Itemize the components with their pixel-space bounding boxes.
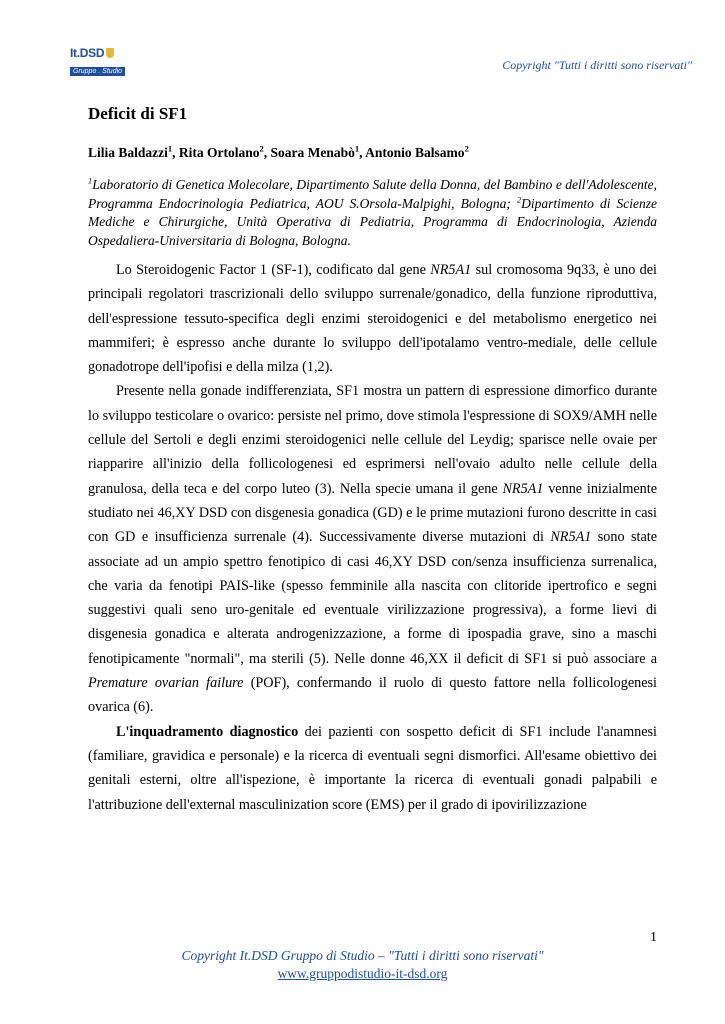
text-run: Presente nella gonade indifferenziata, SF1 mostra un pattern di espressione dimorfico durante lo sviluppo testicolare o ovarico: persiste nel primo, dove stimola l'espressione di SOX9/AMH nelle cellule del Sertoli e degli enzimi steroidogenici nelle cellule del Leydig; sparisce nelle ovaie per riapparire all'inizio della follicologenesi ed esprimersi nell'ovaio adulto nelle cellule della granulosa, della teca e del corpo luteo (3). Nella specie umana il gene: [88, 383, 657, 497]
bold-term: L'inquadramento diagnostico: [116, 723, 299, 740]
author-affiliation-mark: 2: [259, 143, 264, 154]
body-text: [88, 258, 657, 817]
affiliation-mark: 2: [516, 194, 522, 204]
gene-name: NR5A1: [502, 480, 544, 497]
gene-name: NR5A1: [430, 262, 472, 278]
author-name: Rita Ortolano: [178, 145, 260, 160]
header-copyright: Copyright "Tutti i diritti sono riservati": [502, 58, 692, 72]
author-name: Antonio Balsamo: [365, 145, 465, 160]
author-list: Lilia Baldazzi$^1$, Rita Ortolano$^2$, Soara Menabò$^1$, Antonio Balsamo$^2$: [88, 143, 469, 160]
text-run: dei pazienti con sospetto deficit di SF1 include l'anamnesi (familiare, gravidica e personale) e la ricerca di eventuali segni dismorfici. All'esame obiettivo dei genitali esterni, oltre all'ispezione, è importante la ricerca di eventuali gonadi palpabili e l'attribuzione dell'external masculinization score (EMS) per il grado di ipovirilizzazione: [88, 723, 657, 813]
text-run: (POF), confermando il ruolo di questo fattore nella follicologenesi ovarica (6).: [88, 675, 657, 716]
shield-icon: [106, 48, 114, 58]
footer-website-link[interactable]: www.gruppodistudio-it-dsd.org: [277, 966, 448, 981]
footer-copyright: Copyright It.DSD Gruppo di Studio – "Tutti i diritti sono riservati": [181, 948, 544, 963]
author-affiliation-mark: 1: [354, 143, 360, 154]
logo-brand: It.DSD: [70, 46, 105, 60]
text-run: Lo Steroidogenic Factor 1 (SF-1), codificato dal gene: [116, 262, 431, 278]
gene-name: NR5A1: [550, 529, 592, 546]
pof-term: Premature ovarian failure: [88, 675, 244, 692]
affiliations: [88, 176, 657, 250]
author-name: Soara Menabò: [270, 145, 355, 160]
author-name: Lilia Baldazzi: [88, 145, 168, 160]
paragraph-3: [88, 720, 657, 817]
text-run: sul cromosoma 9q33, è uno dei principali regolatori trascrizionali dello sviluppo surrenale/gonadico, della funzione riproduttiva, dell'espressione tessuto-specifica degli enzimi steroidogenici e del metabolismo energetico nei mammiferi; è espresso anche durante lo sviluppo dell'ipotalamo ventro-mediale, delle cellule gonadotrope dell'ipofisi e della milza (1,2).: [88, 262, 657, 376]
paragraph-1: [88, 258, 657, 379]
text-run: venne inizialmente studiato nei 46,XY DSD con disgenesia gonadica (GD) e le prime mutazioni furono descritte in casi con GD e insufficienza surrenale (4). Successivamente diverse mutazioni di: [88, 480, 657, 546]
paragraph-2: [88, 379, 657, 719]
author-affiliation-mark: 1: [167, 143, 173, 154]
affiliation-mark: 1: [88, 175, 93, 186]
document-title: Deficit di SF1: [88, 104, 188, 123]
affiliation-2: Dipartimento di Scienze Mediche e Chirurgiche, Unità Operativa di Pediatria, Programma di Endocrinologia, Azienda Ospedaliera-Universitaria di Bologna, Bologna.: [88, 195, 657, 248]
author-affiliation-mark: 2: [464, 143, 469, 154]
page-number: 1: [650, 930, 657, 945]
logo-subtitle: Gruppo . Studio: [70, 67, 125, 76]
itdsd-logo: [70, 46, 130, 75]
text-run: sono state associate ad un ampio spettro fenotipico di casi 46,XY DSD con/senza insufficienza surrenalica, che varia da fenotipi PAIS-like (spesso femminile alla nascita con clitoride ipertrofico e segni suggestivi quali seno uro-genitale ed eventuale virilizzazione progressiva), a forme lievi di disgenesia gonadica e alterata androgenizzazione, a forme di ipospadia grave, sino a maschi fenotipicamente "normali", ma sterili (5). Nelle donne 46,XX il deficit di SF1 si può associare a: [88, 529, 657, 667]
affiliation-1: Laboratorio di Genetica Molecolare, Dipartimento Salute della Donna, del Bambino e dell'Adolescente, Programma Endocrinologia Pediatrica, AOU S.Orsola-Malpighi, Bologna;: [88, 177, 657, 211]
